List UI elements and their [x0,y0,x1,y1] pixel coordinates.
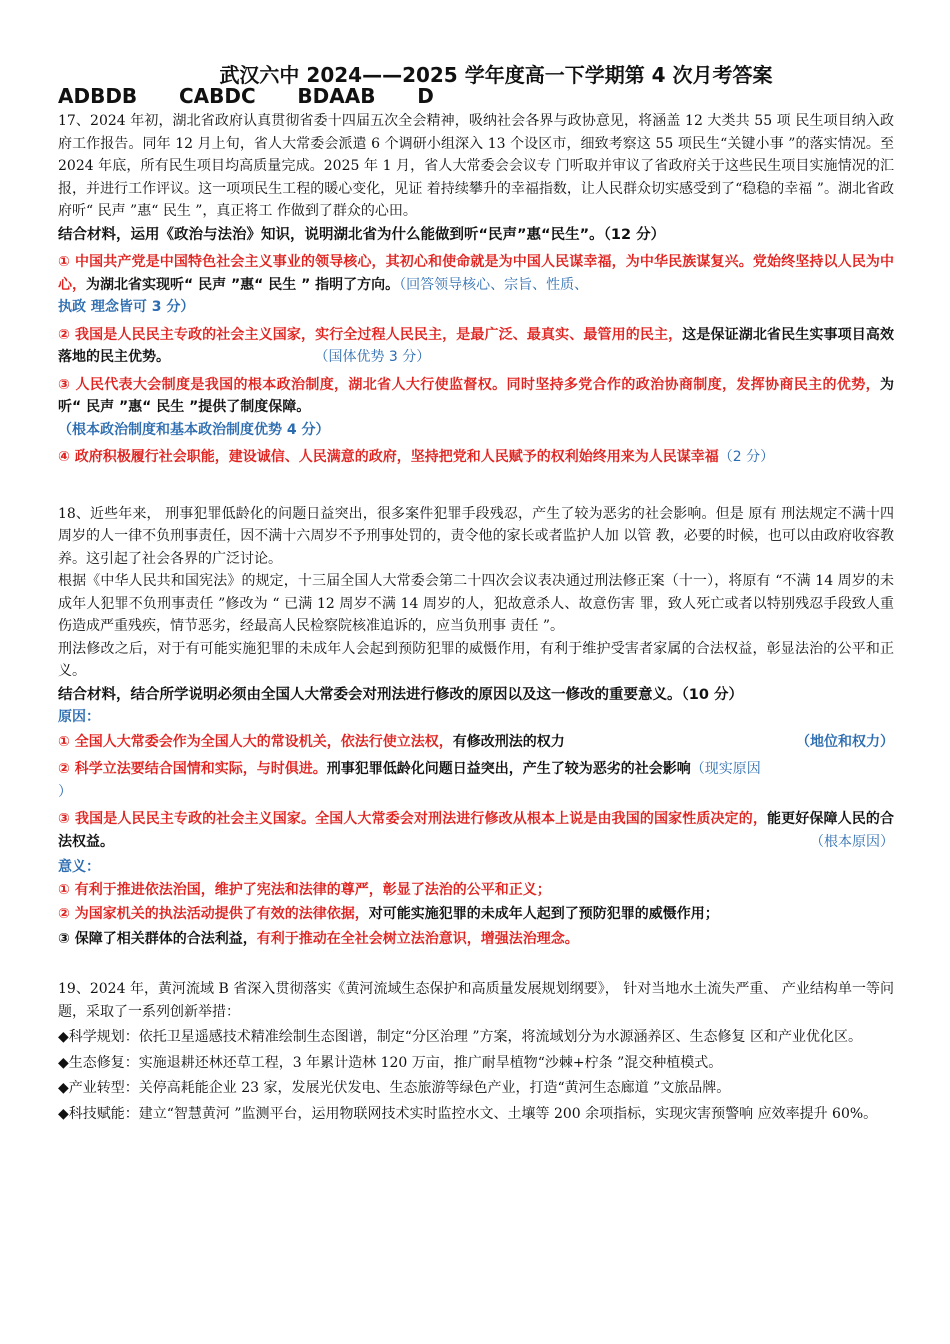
q17-a1-note-2: 执政 理念皆可 3 分） [58,299,195,315]
q17-answer-3 [58,374,894,442]
q17-answer-1 [58,251,894,319]
q18-r1-note: （地位和权力） [796,733,894,750]
q18-r3-note: （根本原因） [810,833,894,850]
q17-a1-note: （回答领导核心、宗旨、性质、 [399,276,589,293]
q19-bullet-4: ◆科技赋能：建立“智慧黄河 ”监测平台，运用物联网技术实时监控水文、土壤等 200 余项指标，实现灾害预警响 应效率提升 60%。 [58,1105,878,1122]
q19-bullet-3: ◆产业转型：关停高耗能企业 23 家，发展光伏发电、生态旅游等绿色产业，打造“黄河生态廊道 ”文旅品牌。 [58,1080,731,1096]
q17-a4-key: ④ 政府积极履行社会职能，建设诚信、人民满意的政府，坚持把党和人民赋予的权利始终用来为人民谋幸福 [58,449,719,465]
q18-reason-1 [58,731,894,754]
q18-meaning-label: 意义： [58,859,100,875]
q18-r1-key: ① 全国人大常委会作为全国人大的常设机关，依法行使立法权， [58,733,453,750]
q18-r2-key: ② 科学立法要结合国情和实际，与时俱进。 [58,761,327,777]
answer-sheet [58,62,894,1125]
q17-question: 结合材料，运用《政治与法治》知识，说明湖北省为什么能做到听“民声”惠“民生”。（12 分） [58,226,666,243]
q17-a1-text: 为湖北省实现听“ 民声 ”惠“ 民生 ” 指明了方向。 [86,276,400,293]
q17-material: 17、2024 年初，湖北省政府认真贯彻省委十四届五次全会精神，吸纳社会各界与政协意见，将涵盖 12 大类共 55 项 民生项目纳入政府工作报告。同年 12 月上旬，省人大常委会派遣 6 个调研小组深入 13 个设区市，细致考察这 55 项民生“关键小事 ”的落实情况。至 2024 年底，所有民生项目均高质量完成。2025 年 1 月，省人大常委会会议专 门听取并审议了省政府关于这些民生项目实施情况的汇报，并进行工作评议。这一项项民生工程的暖心变化，见证 着持续攀升的幸福指数，让人民群众切实感受到了“稳稳的幸福 ”。湖北省政府听“ 民声 ”惠“ 民生 ”，真正将工 作做到了群众的心田。 [58,113,894,219]
q18-r3-key: ③ 我国是人民民主专政的社会主义国家。全国人大常委会对刑法进行修改从根本上说是由我国的国家性质决定的， [58,811,768,827]
q17-a2-note: （国体优势 3 分） [314,349,431,365]
q18-m1-key: ① 有利于推进依法治国，维护了宪法和法律的尊严，彰显了法治的公平和正义； [58,881,551,898]
q18-r2-text: 刑事犯罪低龄化问题日益突出，产生了较为恶劣的社会影响 [326,761,691,777]
q17-a3-text: 为听“ 民声 ”惠“ 民生 ”提供了制度保障。 [58,376,894,415]
q18-material-2: 根据《中华人民共和国宪法》的规定，十三届全国人大常委会第二十四次会议表决通过刑法修正案（十一），将原有 “不满 14 周岁的未成年人犯罪不负刑事责任 ”修改为 “ 已满 12 周岁不满 14 周岁的人，犯故意杀人、故意伤害 罪，致人死亡或者以特别残忍手段致人重伤造成严重残疾，情节恶劣，经最高人民检察院核准追诉的，应当负刑事 责任 ”。 [58,573,894,634]
q18-question: 结合材料，结合所学说明必须由全国人大常委会对刑法进行修改的原因以及这一修改的重要意义。（10 分） [58,686,743,703]
q18-reason-2 [58,758,894,803]
q18-m2-text: 对可能实施犯罪的未成年人起到了预防犯罪的威慑作用； [368,906,719,922]
q17-answer-2 [58,324,894,369]
q18-reason-3 [58,808,894,853]
q18-m3-text: ③ 保障了相关群体的合法利益， [58,930,257,947]
q18-r3-text: 能更好保障人民的合法权益。 [58,811,895,850]
q19-bullet-1: ◆科学规划：依托卫星遥感技术精准绘制生态图谱，制定“分区治理 ”方案，将流域划分为水源涵养区、生态修复 区和产业优化区。 [58,1029,862,1045]
q17-a1-key: ① 中国共产党是中国特色社会主义事业的领导核心，其初心和使命就是为中国人民谋幸福，为中华民族谋复兴。党始终坚持以人民为中心， [58,254,894,293]
q17-a2-key: ② 我国是人民民主专政的社会主义国家，实行全过程人民民主，是最广泛、最真实、最管用的民主， [58,326,683,343]
q18-r1-text: 有修改刑法的权力 [452,733,565,750]
q18-meaning-2 [58,903,894,926]
q18-m3-key: 有利于推动在全社会树立法治意识，增强法治理念。 [256,930,579,947]
q19-intro: 19、2024 年，黄河流域 B 省深入贯彻落实《黄河流域生态保护和高质量发展规划纲要》， 针对当地水土流失严重、 产业结构单一等问题，采取了一系列创新举措： [58,981,894,1020]
q18-r2-note-2: ） [58,783,72,800]
q18-meaning-1 [58,879,894,902]
q18-material-3: 刑法修改之后，对于有可能实施犯罪的未成年人会起到预防犯罪的威慑作用，有利于维护受害者家属的合法权益，彰显法治的公平和正义。 [58,640,894,679]
q17-a3-note: （根本政治制度和基本政治制度优势 4 分） [58,421,330,438]
q18-meaning-3 [58,928,894,951]
q18-r2-note: （现实原因 [690,761,761,777]
q17-a4-note: （2 分） [718,449,775,465]
q17-a3-key: ③ 人民代表大会制度是我国的根本政治制度，湖北省人大行使监督权。同时坚持多党合作的政治协商制度，发挥协商民主的优势， [58,376,880,393]
q19-bullet-2: ◆生态修复：实施退耕还林还草工程，3 年累计造林 120 万亩，推广耐旱植物“沙棘+柠条 ”混交种植模式。 [58,1054,723,1071]
q18-m2-key: ② 为国家机关的执法活动提供了有效的法律依据， [58,906,369,922]
q17-answer-4 [58,446,894,469]
q18-reason-label: 原因： [58,709,100,725]
page-title: 武汉六中 2024——2025 学年度高一下学期第 4 次月考答案 [219,63,773,87]
q18-material-1: 18、近些年来， 刑事犯罪低龄化的问题日益突出，很多案件犯罪手段残忍，产生了较为恶劣的社会影响。但是 原有 刑法规定不满十四周岁的人一律不负刑事责任，因不满十六周岁不予刑事处罚的，责令他的家长或者监护人加 以管 教，必要的时候，也可以由政府收容教养。这引起了社会各界的广泛讨论。 [58,505,894,567]
choice-answers: ADBDB CABDC BDAAB D [58,84,434,108]
q17-a2-text: 这是保证湖北省民生实事项目高效落地的民主优势。 [58,326,895,365]
